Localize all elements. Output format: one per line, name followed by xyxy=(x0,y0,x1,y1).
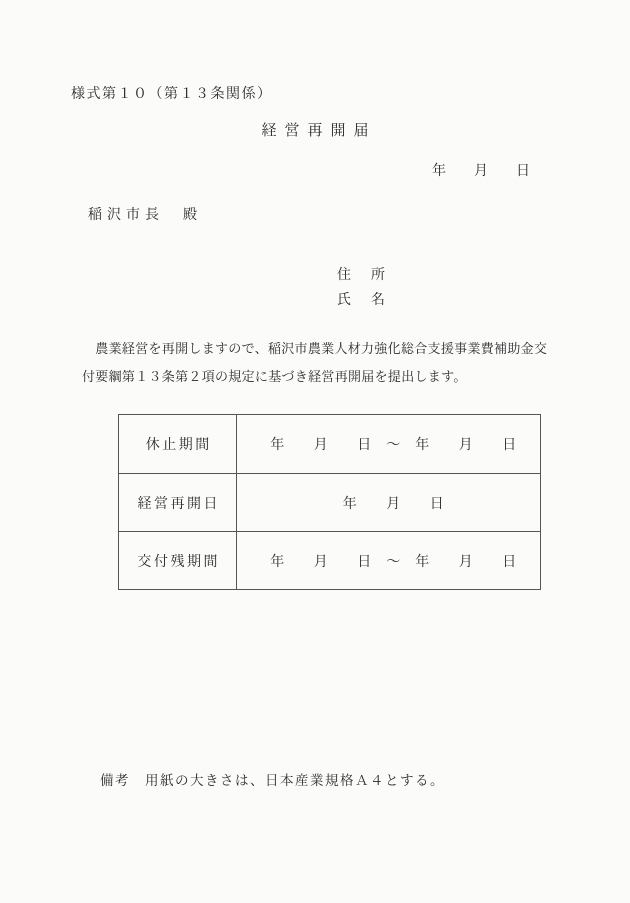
form-number: 様式第１０（第１３条関係） xyxy=(71,87,273,102)
periods-table xyxy=(118,414,541,590)
date-line: 年 月 日 xyxy=(432,164,530,179)
body-paragraph xyxy=(82,335,547,391)
body-line: 付要綱第１３条第２項の規定に基づき経営再開届を提出します。 xyxy=(82,369,467,384)
remaining-grant-period-value: 年 月 日 ～ 年 月 日 xyxy=(270,554,517,570)
row-remaining-grant-period xyxy=(119,531,540,589)
address-label: 住 所 xyxy=(337,268,388,283)
restart-date-label: 経営再開日 xyxy=(119,474,237,531)
addressee-line: 稲沢市長 殿 xyxy=(88,208,202,223)
body-line: 農業経営を再開しますので、稲沢市農業人材力強化総合支援事業費補助金交 xyxy=(82,341,548,356)
row-suspension-period xyxy=(119,415,540,473)
suspension-period-label: 休止期間 xyxy=(119,415,237,473)
remarks-note: 備考 用紙の大きさは、日本産業規格Ａ４とする。 xyxy=(100,773,445,788)
name-label: 氏 名 xyxy=(337,293,388,308)
document-title: 経営再開届 xyxy=(261,123,377,139)
row-restart-date xyxy=(119,473,540,531)
remaining-grant-period-label: 交付残期間 xyxy=(119,532,237,589)
restart-date-value: 年 月 日 xyxy=(342,496,445,512)
suspension-period-value: 年 月 日 ～ 年 月 日 xyxy=(270,438,517,453)
